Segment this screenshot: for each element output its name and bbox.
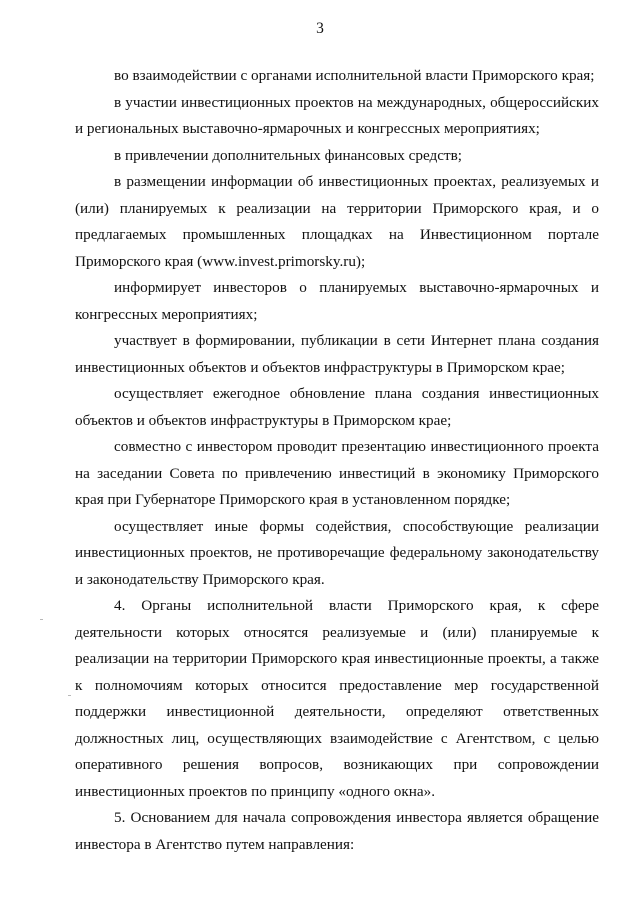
paragraph-plan-publication: участвует в формировании, публикации в сети Интернет плана создания инвестиционных объектов и объектов инфраструктуры в Приморском крае; — [75, 332, 599, 376]
paragraph-section-4: 4. Органы исполнительной власти Приморского края, к сфере деятельности которых относятся реализуемые и (или) планируемые к реализации на территории Приморского края инвестиционные проекты, а также к полномочиям которых относится предоставление мер государственной поддержки инвестиционной деятельности, определяют ответственных должностных лиц, осуществляющих взаимодействие с Агентством, с целью оперативного решения вопросов, возникающих при сопровождении инвестиционных проектов по принципу «одного окна». — [75, 597, 599, 800]
page-number: 3 — [316, 20, 324, 37]
paragraph-other-assistance: осуществляет иные формы содействия, способствующие реализации инвестиционных проектов, не противоречащие федеральному законодательству и законодательству Приморского края. — [75, 517, 599, 588]
paragraph-participation-in-events: в участии инвестиционных проектов на международных, общероссийских и региональных выставочно-ярмарочных и конгрессных мероприятиях; — [75, 93, 599, 137]
paragraph-annual-plan-update: осуществляет ежегодное обновление плана создания инвестиционных объектов и объектов инфраструктуры в Приморском крае; — [75, 385, 599, 429]
paragraph-project-presentation: совместно с инвестором проводит презентацию инвестиционного проекта на заседании Совета по привлечению инвестиций в экономику Приморского края при Губернаторе Приморского края в установленном порядке; — [75, 438, 599, 508]
paragraph-additional-funding: в привлечении дополнительных финансовых средств; — [114, 146, 463, 164]
scan-artifact — [68, 695, 71, 696]
paragraph-interaction-with-authorities: во взаимодействии с органами исполнительной власти Приморского края; — [114, 67, 595, 84]
paragraph-investment-portal-info: в размещении информации об инвестиционных проектах, реализуемых и (или) планируемых к реализации на территории Приморского края, и о предлагаемых промышленных площадках на Инвестиционном портале Приморского края (www.invest.primorsky.ru); — [75, 173, 599, 270]
scan-artifact — [40, 619, 43, 620]
paragraph-inform-investors: информирует инвесторов о планируемых выставочно-ярмарочных и конгрессных мероприятиях; — [75, 279, 599, 323]
paragraph-section-5: 5. Основанием для начала сопровождения инвестора является обращение инвестора в Агентство путем направления: — [75, 809, 599, 853]
document-body — [75, 63, 599, 858]
